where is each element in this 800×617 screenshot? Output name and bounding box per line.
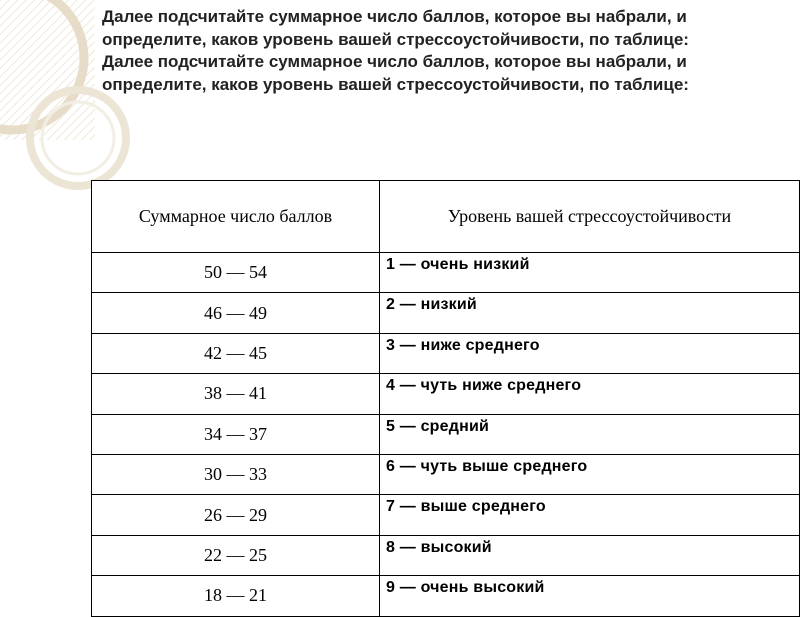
header-score: Суммарное число баллов	[92, 181, 380, 253]
score-range: 50 — 54	[92, 253, 380, 293]
table-row	[92, 414, 800, 454]
table-row	[92, 333, 800, 373]
score-range: 30 — 33	[92, 454, 380, 494]
score-range: 34 — 37	[92, 414, 380, 454]
stress-level: 8 — высокий	[380, 535, 800, 575]
stress-level: 7 — выше среднего	[380, 495, 800, 535]
stress-level: 2 — низкий	[380, 293, 800, 333]
table-header-row	[92, 181, 800, 253]
table-row	[92, 253, 800, 293]
stress-level: 9 — очень высокий	[380, 576, 800, 616]
stress-level: 6 — чуть выше среднего	[380, 454, 800, 494]
stress-level: 1 — очень низкий	[380, 253, 800, 293]
stress-score-table	[91, 180, 800, 617]
score-range: 46 — 49	[92, 293, 380, 333]
intro-paragraph-repeat: Далее подсчитайте суммарное число баллов, которое вы набрали, и определите, каков уровень вашей стрессоустойчивости, по таблице:	[102, 52, 689, 94]
table-row	[92, 293, 800, 333]
stress-level: 4 — чуть ниже среднего	[380, 374, 800, 414]
table-row	[92, 535, 800, 575]
score-range: 26 — 29	[92, 495, 380, 535]
stress-level: 3 — ниже среднего	[380, 333, 800, 373]
table-row	[92, 454, 800, 494]
score-range: 18 — 21	[92, 576, 380, 616]
table-row	[92, 576, 800, 616]
table-row	[92, 495, 800, 535]
stress-level: 5 — средний	[380, 414, 800, 454]
table-row	[92, 374, 800, 414]
header-level: Уровень вашей стрессоустойчивости	[380, 181, 800, 253]
intro-text	[102, 6, 792, 96]
score-range: 22 — 25	[92, 535, 380, 575]
score-range: 42 — 45	[92, 333, 380, 373]
score-range: 38 — 41	[92, 374, 380, 414]
intro-paragraph: Далее подсчитайте суммарное число баллов, которое вы набрали, и определите, каков уровень вашей стрессоустойчивости, по таблице:	[102, 7, 689, 49]
